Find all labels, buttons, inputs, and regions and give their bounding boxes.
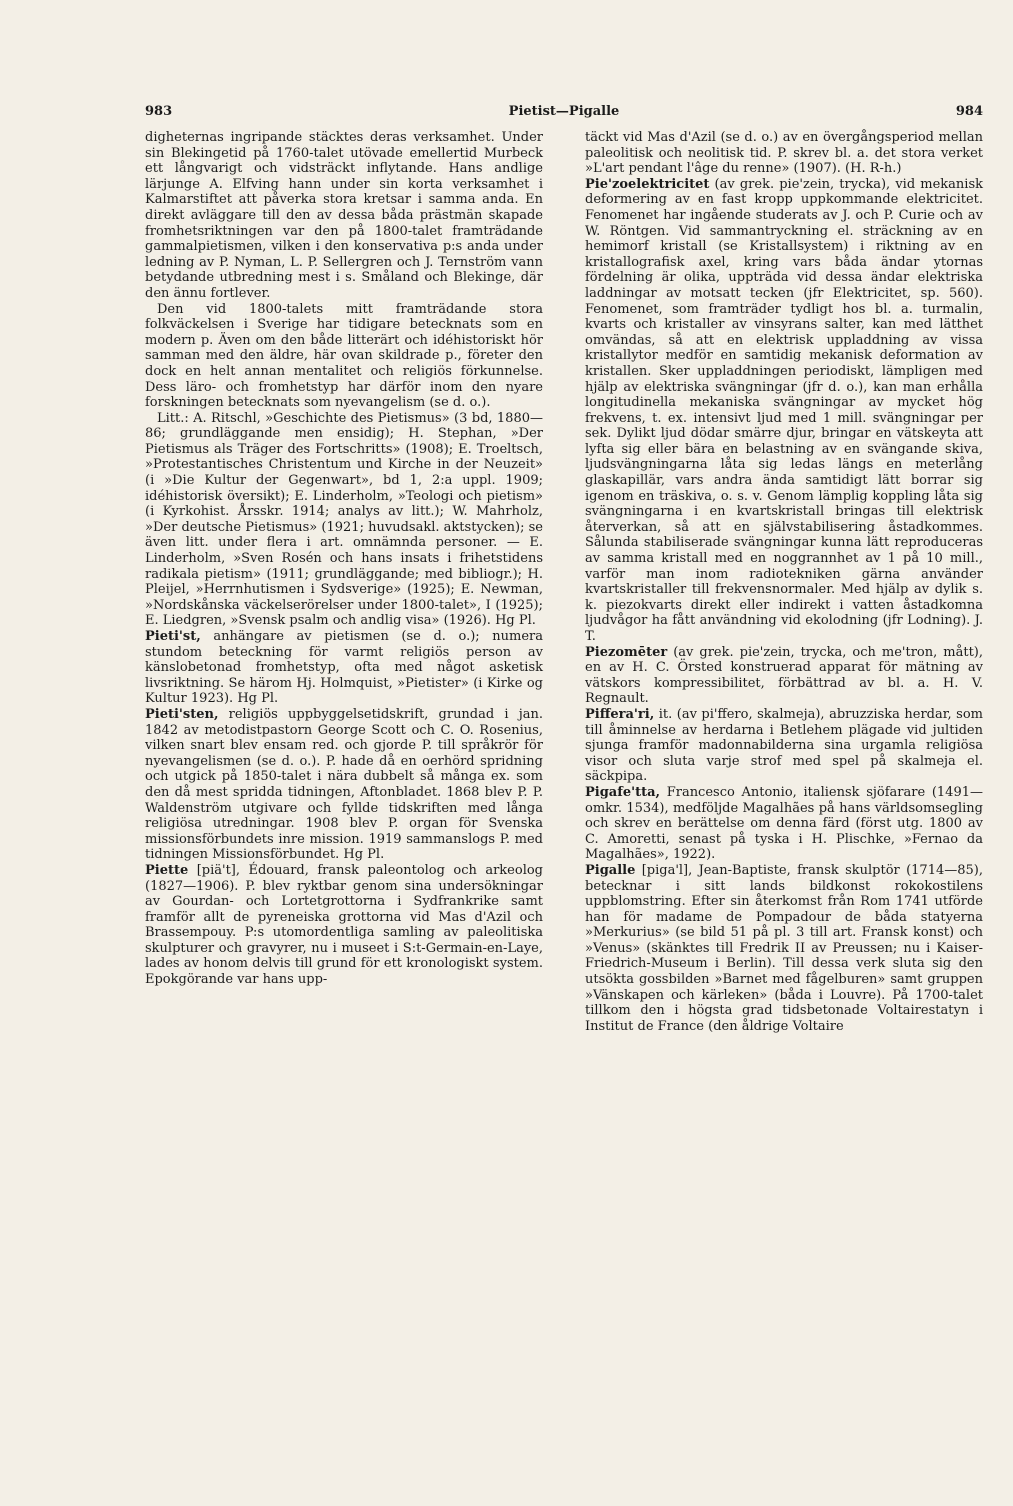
- paragraph: Den vid 1800-talets mitt framträdande stora folkväckelsen i Sverige har tidigare betecknats som en modern p. Även om den både litterärt och idéhistoriskt hör samman med den äldre, här ovan skildrade p., företer den dock en helt annan mentalitet och religiös förkunnelse. Dess läro- och fromhetstyp har därför inom den nyare forskningen betecknats som nyevangelism (se d. o.).: [145, 301, 543, 411]
- entry-headword: Piette: [145, 862, 189, 878]
- right-column: [585, 130, 983, 1034]
- left-page-number: 983: [145, 104, 173, 119]
- entry-pifferari: [585, 707, 983, 785]
- paragraph: digheternas ingripande stäcktes deras verksamhet. Under sin Blekingetid på 1760-talet utövade emellertid Murbeck ett långvarigt och vidsträckt inflytande. Hans andlige lärjunge A. Elfving hann under sin korta verksamhet i Kalmarstiftet att påverka stora kretsar i samma anda. En direkt avläggare till den av dessa båda prästmän skapade fromhetsriktningen var den på 1800-talet framträdande gammalpietismen, vilken i den konservativa p:s anda under ledning av P. Nyman, L. P. Sellergren och J. Ternström vann betydande utbredning mest i s. Småland och Blekinge, där den ännu fortlever.: [145, 130, 543, 301]
- entry-body: [piga'l], Jean-Baptiste, fransk skulptör (1714—85), betecknar i sitt lands bildkonst rokokostilens uppblomstring. Efter sin återkomst från Rom 1741 utförde han för madame de Pompadour de båda statyerna »Merkurius» (se bild 51 på pl. 3 till art. Fransk konst) och »Venus» (skänktes till Fredrik II av Preussen; nu i Kaiser-Friedrich-Museum i Berlin). Till dessa verk sluta sig den utsökta gossbilden »Barnet med fågelburen» samt gruppen »Vänskapen och kärleken» (båda i Louvre). På 1700-talet tillkom den i högsta grad tidsbetonade Voltairestatyn i Institut de France (den åldrige Voltaire: [585, 862, 983, 1034]
- entry-pigalle: [585, 863, 983, 1035]
- entry-body: (av grek. pie'zein, trycka), vid mekanisk deformering av en fast kropp uppkommande elektricitet. Fenomenet har ingående studerats av J. och P. Curie och av W. Röntgen. Vid sammantryckning el. sträckning av en hemimorf kristall (se Kristallsystem) i riktning av en kristallografisk axel, kring vars båda ändar ytornas fördelning är olika, uppträda vid dessa ändar elektriska laddningar av motsatt tecken (jfr Elektricitet, sp. 560). Fenomenet, som framträder tydligt hos bl. a. turmalin, kvarts och kristaller av vinsyrans salter, kan med lätthet omvändas, så att en elektrisk uppladdning av vissa kristallytor medför en samtidig mekanisk deformation av kristallen. Sker uppladdningen periodiskt, lämpligen med hjälp av elektriska svängningar (jfr d. o.), kan man erhålla longitudinella mekaniska svängningar av mycket hög frekvens, t. ex. intensivt ljud med 1 mill. svängningar per sek. Dylikt ljud dödar smärre djur, bringar en vätskeyta att lyfta sig eller bära en belastning av en svängande skiva, ljudsvängningarna låta sig ledas längs en meterlång glaskapillär, vars andra ända samtidigt lätt borrar sig igenom en träskiva, o. s. v. Genom lämplig koppling låta sig svängningarna i en kvartskristall bringas till elektrisk återverkan, så att en självstabilisering åstadkommes. Sålunda stabiliserade svängningar kunna lätt reproduceras av samma kristall med en noggrannhet av 1 på 10 mill., varför man inom radiotekniken gärna använder kvartskristaller till frekvensnormaler. Med hjälp av dylik s. k. piezokvarts direkt eller indirekt i vatten åstadkomna ljudvågor ha fått användning vid ekolodning (jfr Lodning). J. T.: [585, 176, 983, 644]
- entry-body: anhängare av pietismen (se d. o.); numera stundom beteckning för varmt religiös person av känslobetonad fromhetstyp, ofta med något asketisk livsriktning. Se härom Hj. Holmquist, »Pietister» (i Kirke og Kultur 1923). Hg Pl.: [145, 629, 543, 707]
- entry-body: religiös uppbyggelsetidskrift, grundad i jan. 1842 av metodistpastorn George Scott och C. O. Rosenius, vilken snart blev ensam red. och gjorde P. till språkrör för nyevangelismen (se d. o.). P. hade då en oerhörd spridning och utgick på 1850-talet i nära dubbelt så många ex. som den då mest spridda tidningen, Aftonbladet. 1868 blev P. P. Waldenström utgivare och fyllde tidskriften med långa religiösa utredningar. 1908 blev P. organ för Svenska missionsförbundets inre mission. 1919 sammanslogs P. med tidningen Missionsförbundet. Hg Pl.: [145, 706, 543, 863]
- entry-headword: Pieti'sten,: [145, 706, 219, 722]
- entry-headword: Piffera'ri,: [585, 706, 655, 722]
- right-page-number: 984: [955, 104, 983, 119]
- entry-headword: Pieti'st,: [145, 629, 201, 644]
- entry-body: [piä't], Édouard, fransk paleontolog och arkeolog (1827—1906). P. blev ryktbar genom sina undersökningar av Gourdan- och Lortetgrottorna i Sydfrankrike samt framför allt de pyreneiska grottorna vid Mas d'Azil och Brassempouy. P:s utomordentliga samling av paleolitiska skulpturer och gravyrer, nu i museet i S:t-Germain-en-Laye, lades av honom delvis till grund för ett kronologiskt system. Epokgörande var hans upp-: [145, 862, 543, 988]
- entry-headword: Pie'zoelektricitet: [585, 176, 710, 192]
- entry-pietist: [145, 629, 543, 707]
- entry-pietisten: [145, 707, 543, 863]
- entry-headword: Piezomēter: [585, 644, 668, 660]
- entry-body: (av grek. pie'zein, trycka, och me'tron, mått), en av H. C. Örsted konstruerad apparat för mätning av vätskors kompressibilitet, förbättrad av bl. a. H. V. Regnault.: [585, 644, 983, 707]
- literature-paragraph: Litt.: A. Ritschl, »Geschichte des Pietismus» (3 bd, 1880—86; grundläggande men ensidig); H. Stephan, »Der Pietismus als Träger des Fortschritts» (1908); E. Troeltsch, »Protestantisches Christentum und Kirche in der Neuzeit» (i »Die Kultur der Gegenwart», bd 1, 2:a uppl. 1909; idéhistorisk översikt); E. Linderholm, »Teologi och pietism» (i Kyrkohist. Årsskr. 1914; analys av litt.); W. Mahrholz, »Der deutsche Pietismus» (1921; huvudsakl. aktstycken); se även litt. under flera i art. omnämnda personer. — E. Linderholm, »Sven Rosén och hans insats i frihetstidens radikala pietism» (1911; grundläggande; med bibliogr.); H. Pleijel, »Herrnhutismen i Sydsverige» (1925); E. Newman, »Nordskånska väckelserörelser under 1800-talet», I (1925); E. Liedgren, »Svensk psalm och andlig visa» (1926). Hg Pl.: [145, 410, 543, 629]
- running-title: Pietist—Pigalle: [508, 104, 620, 119]
- page-header: [145, 104, 983, 124]
- left-column: [145, 130, 543, 988]
- entry-headword: Pigafe'tta,: [585, 784, 661, 800]
- entry-pigafetta: [585, 785, 983, 863]
- entry-piezoelektricitet: [585, 177, 983, 645]
- entry-body: it. (av pi'ffero, skalmeja), abruzziska herdar, som till åminnelse av herdarna i Betlehem plägade vid jultiden sjunga framför madonnabilderna sina urgamla religiösa visor och sluta varje strof med spel på skalmeja el. säckpipa.: [585, 706, 983, 785]
- entry-headword: Pigalle: [585, 862, 636, 878]
- entry-body: Francesco Antonio, italiensk sjöfarare (1491—omkr. 1534), medföljde Magalhães på hans världsomsegling och skrev en berättelse om denna färd (först utg. 1800 av C. Amoretti, senast på tyska i H. Plischke, »Fernao da Magalhães», 1922).: [585, 784, 983, 863]
- entry-piezometer: [585, 645, 983, 707]
- entry-piette: [145, 863, 543, 988]
- paragraph: täckt vid Mas d'Azil (se d. o.) av en övergångsperiod mellan paleolitisk och neolitisk tid. P. skrev bl. a. det stora verket »L'art pendant l'âge du renne» (1907). (H. R-h.): [585, 130, 983, 177]
